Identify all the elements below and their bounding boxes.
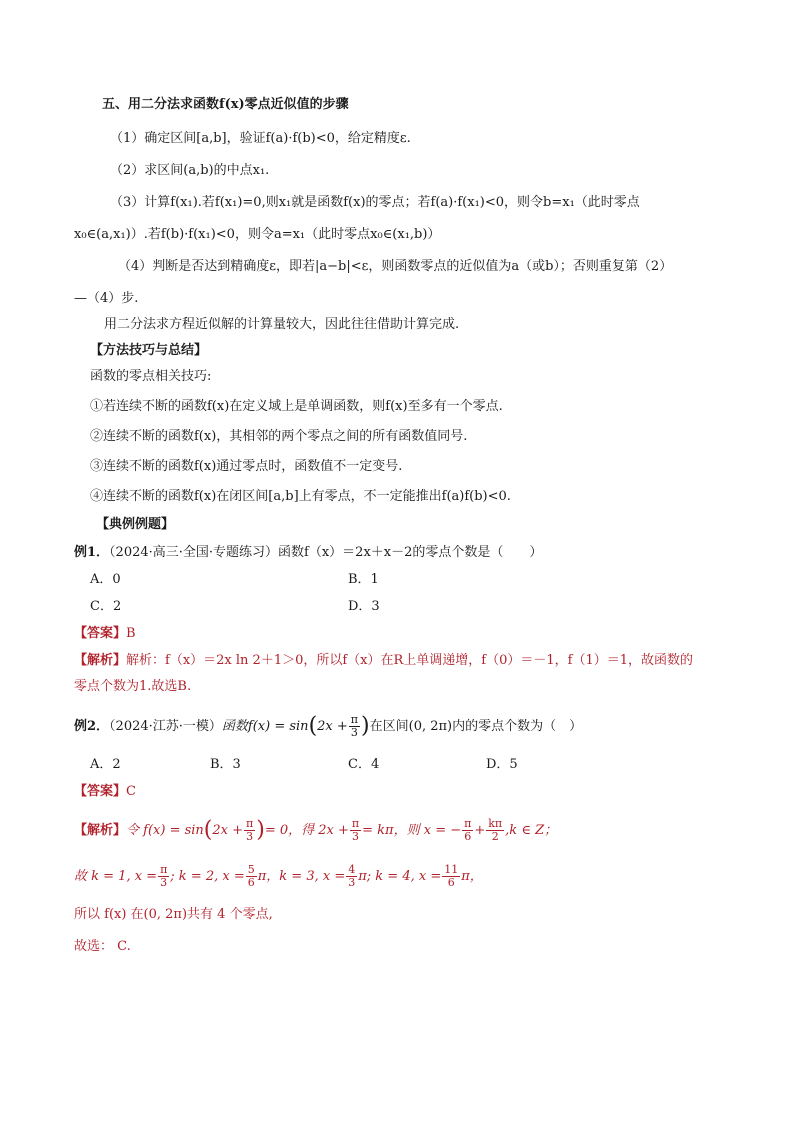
example-2-option-d: D．5: [486, 757, 518, 772]
example-2-func: 函数f(x) = sin: [221, 719, 309, 734]
example-1-question: [74, 544, 542, 562]
method-item-2: ②连续不断的函数f(x)，其相邻的两个零点之间的所有函数值同号.: [90, 429, 468, 444]
example-1-analysis-label: 【解析】: [74, 653, 127, 668]
fraction-pi-over-3: $\frac{\pi}{3}$: [246, 817, 254, 843]
examples-heading: 【典例例题】: [96, 517, 175, 532]
example-2-analysis-label: 【解析】: [74, 823, 127, 838]
methods-heading: 【方法技巧与总结】: [90, 343, 208, 358]
example-1-answer: [74, 625, 136, 643]
method-item-4: ④连续不断的函数f(x)在闭区间[a,b]上有零点，不一定能推出f(a)f(b)<0.: [90, 489, 511, 504]
example-2-source: （2024·江苏·一模）: [109, 719, 222, 734]
step-2: （2）求区间(a,b)的中点x₁.: [110, 163, 270, 178]
left-paren: (: [308, 713, 318, 739]
example-2-answer-value: C: [126, 784, 136, 799]
example-2-analysis-line-4: 故选： C.: [74, 939, 131, 954]
example-1-option-a: A．0: [90, 572, 121, 587]
example-1-option-b: B．1: [348, 572, 379, 587]
example-2-text: 在区间(0, 2π)内的零点个数为（ ）: [369, 719, 583, 734]
fraction-pi-over-3: $\frac{\pi}{3}$: [351, 817, 360, 843]
example-1-answer-value: B: [126, 626, 136, 641]
step-3-line-2: x₀∈(a,x₁)）.若f(b)·f(x₁)<0，则令a=x₁（此时零点x₀∈(x₁,b)）: [74, 227, 441, 242]
example-1-answer-label: 【答案】: [74, 626, 127, 641]
example-2-label: 例2．: [74, 719, 110, 734]
fraction-pi-over-3: $\frac{\pi}{3}$: [350, 713, 359, 739]
bisection-note: 用二分法求方程近似解的计算量较大，因此往往借助计算完成.: [104, 317, 460, 332]
example-1-analysis-text: 解析：f（x）＝2x ln 2＋1＞0，所以f（x）在R上单调递增，f（0）＝－1，f（1）＝1，故函数的: [126, 653, 694, 668]
method-item-1: ①若连续不断的函数f(x)在定义域上是单调函数，则f(x)至多有一个零点.: [90, 399, 503, 414]
right-paren: ): [361, 713, 370, 739]
example-1-analysis-line-2: 零点个数为1.故选B.: [74, 679, 192, 694]
fraction-11-over-6: $\frac{11}{6}$: [444, 863, 459, 889]
example-1-label: 例1．: [74, 545, 110, 560]
fraction-4-over-3: $\frac{4}{3}$: [348, 863, 356, 889]
example-1-option-d: D．3: [348, 599, 380, 614]
example-2-question: [74, 714, 582, 739]
fraction-pi-over-3: $\frac{\pi}{3}$: [160, 863, 168, 889]
example-2-analysis-line-3: 所以 f(x) 在(0, 2π)共有 4 个零点,: [74, 907, 273, 922]
example-1-source: （2024·高三·全国·专题练习）: [109, 545, 279, 560]
example-2-option-a: A．2: [90, 757, 121, 772]
example-1-analysis-line-1: [74, 652, 693, 670]
step-1: （1）确定区间[a,b]，验证f(a)·f(b)<0，给定精度ε.: [110, 131, 411, 146]
example-2-option-c: C．4: [348, 757, 380, 772]
example-1-text: 函数f（x）＝2x＋x－2的零点个数是（ ）: [278, 545, 543, 560]
method-item-3: ③连续不断的函数f(x)通过零点时，函数值不一定变号.: [90, 459, 403, 474]
step-4-line-1: （4）判断是否达到精确度ε，即若|a−b|<ε，则函数零点的近似值为a（或b）；否则重复第（2）: [118, 259, 673, 274]
step-3-line-1: （3）计算f(x₁).若f(x₁)=0,则x₁就是函数f(x)的零点；若f(a)·f(x₁)<0，则令b=x₁（此时零点: [110, 195, 640, 210]
example-2-answer: [74, 783, 136, 801]
example-2-analysis-line-2: 故 k = 1, x = $\frac{\pi}{3}$ ; k = 2, x = $\frac{5}{6}$ π，k = 3, x = $\frac{4}{3}$ π; k = 4, x = $\frac{11}{6}$ π，: [74, 863, 483, 889]
example-2-answer-label: 【答案】: [74, 784, 127, 799]
section-title: 五、用二分法求函数f(x)零点近似值的步骤: [102, 97, 349, 112]
fraction-kpi-over-2: $\frac{k\pi}{2}$: [488, 817, 503, 843]
methods-intro: 函数的零点相关技巧:: [90, 369, 212, 384]
example-2-option-b: B．3: [210, 757, 241, 772]
fraction-pi-over-6: $\frac{\pi}{6}$: [464, 817, 472, 843]
fraction-5-over-6: $\frac{5}{6}$: [247, 863, 255, 889]
example-2-arg: 2x +: [317, 719, 348, 734]
step-4-line-2: —（4）步.: [74, 291, 139, 306]
example-1-option-c: C．2: [90, 599, 122, 614]
example-2-analysis-line-1: 【解析】令 f(x) = sin(2x + $\frac{\pi}{3}$ )= 0，得 2x + $\frac{\pi}{3}$ = kπ，则 x = − $\frac{\pi}{6}$ + $\frac{k\pi}{2}$ ,k ∈ Z；: [74, 817, 558, 843]
